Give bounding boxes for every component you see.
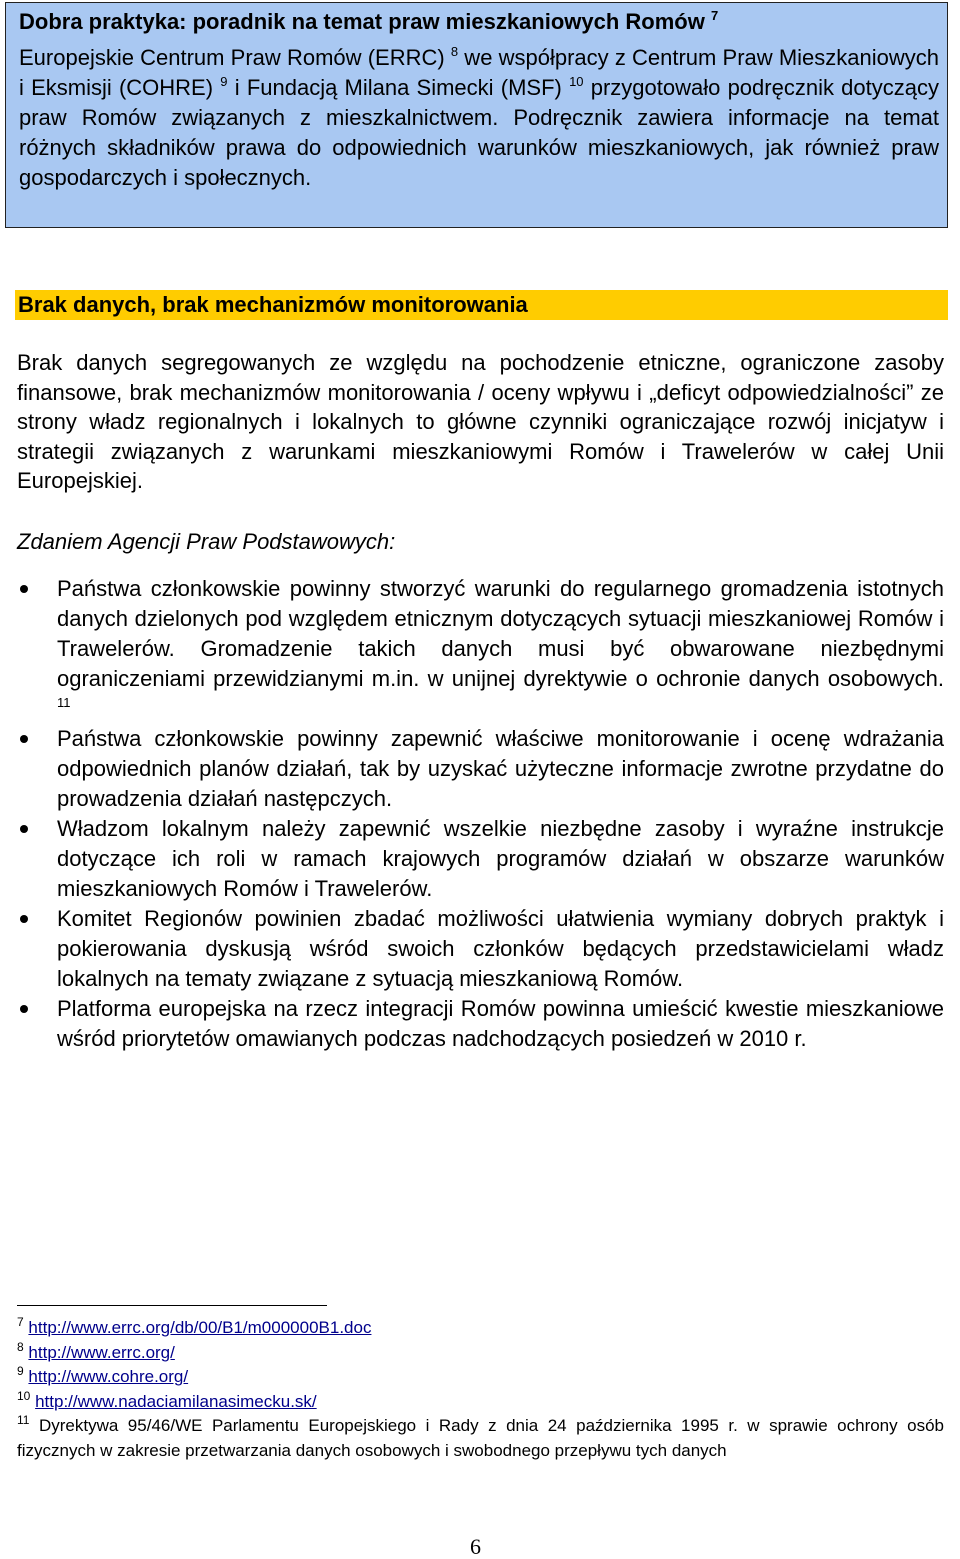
- page-number: 6: [470, 1534, 481, 1559]
- bullet-icon: [20, 1005, 28, 1013]
- footnote-ref-11[interactable]: 11: [57, 695, 71, 710]
- footnote-number: 9: [17, 1364, 24, 1378]
- list-item: [17, 814, 944, 904]
- footnote-10: [17, 1390, 944, 1415]
- list-item-text: Państwa członkowskie powinny stworzyć warunki do regularnego gromadzenia istotnych danych dzielonych pod względem etnicznym dotyczących sytuacji mieszkaniowej Romów i Trawelerów. Gromadzenie takich danych musi być obwarowane niezbędnymi ograniczeniami przewidzianymi m.in. w unijnej dyrektywie o ochronie danych osobowych.: [57, 576, 944, 691]
- box-text-part: Europejskie Centrum Praw Romów (ERRC): [19, 45, 445, 70]
- footnote-7: [17, 1316, 944, 1341]
- box-text-part: we współpracy z Centrum Praw Mieszkaniowych i Eksmisji (COHRE): [19, 45, 939, 100]
- list-item: [17, 904, 944, 994]
- agency-intro: Zdaniem Agencji Praw Podstawowych:: [17, 529, 396, 554]
- footnote-8: [17, 1341, 944, 1366]
- box-text: [19, 43, 939, 193]
- footnote-ref-8[interactable]: 8: [450, 44, 459, 59]
- footnote-number: 11: [17, 1413, 30, 1427]
- section-heading-bar: [15, 290, 948, 320]
- list-item: [17, 574, 944, 724]
- list-item-text: Komitet Regionów powinien zbadać możliwości ułatwienia wymiany dobrych praktyk i pokierowania dyskusją wśród swoich członków będących przedstawicielami władz lokalnych na tematy związane z sytuacją mieszkaniową Romów.: [57, 906, 944, 991]
- footnote-link[interactable]: http://www.errc.org/: [28, 1342, 175, 1362]
- list-item-text: Państwa członkowskie powinny zapewnić właściwe monitorowanie i ocenę wdrażania odpowiednich planów działań, tak by uzyskać użyteczne informacje zwrotne przydatne do prowadzenia działań następczych.: [57, 726, 944, 811]
- box-text-part: i Fundacją Milana Simecki (MSF): [227, 75, 562, 100]
- list-item-text: Platforma europejska na rzecz integracji Romów powinna umieścić kwestie mieszkaniowe wśród priorytetów omawianych podczas nadchodzących posiedzeń w 2010 r.: [57, 996, 944, 1051]
- footnote-number: 10: [17, 1388, 31, 1403]
- footnote-link[interactable]: http://www.cohre.org/: [28, 1367, 189, 1386]
- box-title-text: Dobra praktyka: poradnik na temat praw mieszkaniowych Romów: [19, 9, 705, 34]
- section-heading: Brak danych, brak mechanizmów monitorowania: [18, 292, 528, 317]
- bullet-icon: [20, 915, 28, 923]
- footnote-text: Dyrektywa 95/46/WE Parlamentu Europejskiego i Rady z dnia 24 października 1995 r. w sprawie ochrony osób fizycznych w zakresie przetwarzania danych osobowych i swobodnego przepływu tych danych: [17, 1416, 944, 1460]
- list-item: [17, 994, 944, 1054]
- section-paragraph: Brak danych segregowanych ze względu na pochodzenie etniczne, ograniczone zasoby finansowe, brak mechanizmów monitorowania / oceny wpływu i „deficyt odpowiedzialności” ze strony władz regionalnych i lokalnych to główne czynniki ograniczające rozwój inicjatyw i strategii związanych z warunkami mieszkaniowymi Romów i Trawelerów w całej Unii Europejskiej.: [17, 350, 944, 494]
- footnote-number: 7: [17, 1315, 24, 1329]
- bullet-icon: [20, 735, 28, 743]
- footnote-number: 8: [17, 1339, 24, 1354]
- list-item-text: Władzom lokalnym należy zapewnić wszelkie niezbędne zasoby i wyraźne instrukcje dotyczące ich roli w ramach krajowych programów działań w obszarze warunków mieszkaniowych Romów i Trawelerów.: [57, 816, 944, 901]
- list-item: [17, 724, 944, 814]
- footnote-link[interactable]: http://www.nadaciamilanasimecku.sk/: [35, 1391, 317, 1411]
- bullet-icon: [20, 585, 28, 593]
- footnote-ref-10[interactable]: 10: [569, 74, 584, 89]
- good-practice-box: [5, 2, 948, 228]
- footnote-9: [17, 1365, 944, 1390]
- bullet-icon: [20, 825, 28, 833]
- box-text-part: przygotowało podręcznik dotyczący praw Romów związanych z mieszkalnictwem. Podręcznik zawiera informacje na temat różnych składników prawa do odpowiednich warunków mieszkaniowych, jak również praw gospodarczych i społecznych.: [19, 75, 939, 190]
- footnote-separator: [17, 1305, 327, 1306]
- footnote-link[interactable]: http://www.errc.org/db/00/B1/m000000B1.doc: [28, 1318, 372, 1337]
- recommendation-list: [17, 574, 944, 1054]
- footnote-ref-9[interactable]: 9: [220, 74, 228, 89]
- box-title: [19, 7, 939, 37]
- footnotes: [17, 1316, 944, 1463]
- footnote-ref-7[interactable]: 7: [710, 8, 719, 23]
- footnote-11: [17, 1414, 944, 1463]
